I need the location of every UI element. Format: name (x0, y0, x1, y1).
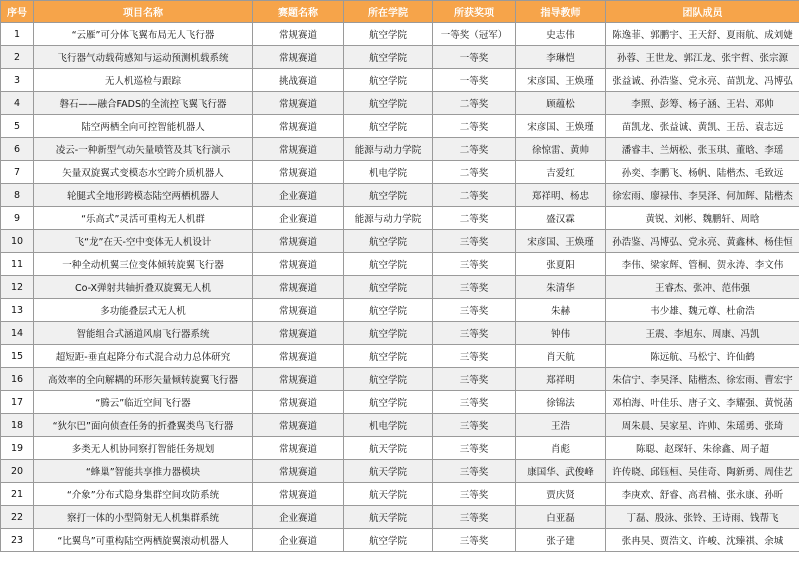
cell-team-members: 丁磊、殷泳、张铃、王诗雨、钱帮飞 (606, 506, 799, 529)
table-row (1, 138, 799, 161)
cell-award: 三等奖 (433, 322, 516, 345)
table-row (1, 437, 799, 460)
cell-award: 二等奖 (433, 161, 516, 184)
cell-index: 9 (1, 207, 34, 230)
cell-college: 航空学院 (344, 345, 433, 368)
cell-award: 二等奖 (433, 92, 516, 115)
cell-advisor: 贾庆贤 (516, 483, 606, 506)
cell-advisor: 肖天航 (516, 345, 606, 368)
cell-advisor: 朱赫 (516, 299, 606, 322)
cell-project-name: 多类无人机协同察打智能任务规划 (34, 437, 253, 460)
cell-track: 常规赛道 (253, 391, 344, 414)
cell-advisor: 张子建 (516, 529, 606, 552)
table-row (1, 506, 799, 529)
cell-award: 三等奖 (433, 368, 516, 391)
table-row (1, 414, 799, 437)
table-row (1, 529, 799, 552)
table-row (1, 368, 799, 391)
cell-track: 企业赛道 (253, 529, 344, 552)
cell-team-members: 邓柏海、叶佳乐、唐子文、李耀强、黄悦菡 (606, 391, 799, 414)
cell-track: 常规赛道 (253, 230, 344, 253)
cell-advisor: 张夏阳 (516, 253, 606, 276)
cell-advisor: 郑祥明 (516, 368, 606, 391)
cell-college: 航空学院 (344, 184, 433, 207)
table-row (1, 391, 799, 414)
cell-team-members: 朱信宁、李昊泽、陆楷杰、徐宏雨、曹宏宇 (606, 368, 799, 391)
cell-college: 航空学院 (344, 23, 433, 46)
cell-index: 11 (1, 253, 34, 276)
table-header (1, 1, 799, 23)
cell-index: 15 (1, 345, 34, 368)
cell-index: 22 (1, 506, 34, 529)
header-index: 序号 (1, 1, 34, 23)
cell-advisor: 李琳恺 (516, 46, 606, 69)
cell-team-members: 张冉昊、贾浩文、许峻、沈臻祺、余城 (606, 529, 799, 552)
cell-team-members: 王睿杰、张冲、范伟强 (606, 276, 799, 299)
cell-award: 二等奖 (433, 184, 516, 207)
table-row (1, 299, 799, 322)
cell-track: 常规赛道 (253, 299, 344, 322)
cell-project-name: 矢量双旋翼式变模态水空跨介质机器人 (34, 161, 253, 184)
cell-college: 机电学院 (344, 161, 433, 184)
cell-track: 常规赛道 (253, 253, 344, 276)
cell-college: 航空学院 (344, 253, 433, 276)
cell-team-members: 陈远航、马松宁、许仙鹤 (606, 345, 799, 368)
cell-college: 能源与动力学院 (344, 138, 433, 161)
cell-track: 挑战赛道 (253, 69, 344, 92)
cell-college: 航空学院 (344, 46, 433, 69)
cell-index: 8 (1, 184, 34, 207)
cell-project-name: 超短距-垂直起降分布式混合动力总体研究 (34, 345, 253, 368)
cell-team-members: 苗凯龙、张益诚、黄凯、王岳、袁志远 (606, 115, 799, 138)
cell-index: 7 (1, 161, 34, 184)
table-body (1, 23, 799, 552)
cell-advisor: 宋彦国、王焕瑾 (516, 69, 606, 92)
cell-team-members: 潘睿丰、兰炳松、张玉琪、董晗、李瑶 (606, 138, 799, 161)
table-row (1, 23, 799, 46)
cell-track: 常规赛道 (253, 115, 344, 138)
cell-index: 3 (1, 69, 34, 92)
cell-project-name: 高效率的全向解耦的环形矢量倾转旋翼飞行器 (34, 368, 253, 391)
cell-project-name: 磐石——融合FADS的全流控飞翼飞行器 (34, 92, 253, 115)
table-row (1, 230, 799, 253)
cell-index: 1 (1, 23, 34, 46)
cell-project-name: “乐高式”灵活可重构无人机群 (34, 207, 253, 230)
table-row (1, 345, 799, 368)
cell-index: 13 (1, 299, 34, 322)
cell-college: 航天学院 (344, 437, 433, 460)
cell-college: 航空学院 (344, 115, 433, 138)
cell-team-members: 徐宏雨、廖禄伟、李昊泽、何加辉、陆楷杰 (606, 184, 799, 207)
cell-track: 常规赛道 (253, 46, 344, 69)
cell-award: 三等奖 (433, 391, 516, 414)
cell-project-name: “狄尔巴”面向侦查任务的折叠翼类鸟飞行器 (34, 414, 253, 437)
table-row (1, 207, 799, 230)
cell-college: 能源与动力学院 (344, 207, 433, 230)
cell-team-members: 陈逸菲、郭鹏宇、王天舒、夏雨航、成刘婕 (606, 23, 799, 46)
cell-advisor: 史志伟 (516, 23, 606, 46)
header-project-name: 项目名称 (34, 1, 253, 23)
cell-project-name: 多功能叠层式无人机 (34, 299, 253, 322)
table-row (1, 322, 799, 345)
cell-team-members: 韦少雄、魏元尊、杜俞浩 (606, 299, 799, 322)
cell-track: 企业赛道 (253, 506, 344, 529)
cell-college: 航空学院 (344, 92, 433, 115)
cell-college: 航空学院 (344, 529, 433, 552)
header-college: 所在学院 (344, 1, 433, 23)
cell-college: 航空学院 (344, 368, 433, 391)
cell-award: 三等奖 (433, 414, 516, 437)
header-row (1, 1, 799, 23)
table-row (1, 161, 799, 184)
table-row (1, 276, 799, 299)
cell-team-members: 孙浩鉴、冯博弘、党永亮、黄鑫林、杨佳恒 (606, 230, 799, 253)
cell-project-name: Co-X弹射共轴折叠双旋翼无人机 (34, 276, 253, 299)
cell-advisor: 郑祥明、杨忠 (516, 184, 606, 207)
cell-index: 14 (1, 322, 34, 345)
cell-track: 常规赛道 (253, 23, 344, 46)
cell-project-name: “蜂巢”智能共享推力器模块 (34, 460, 253, 483)
cell-advisor: 宋彦国、王焕瑾 (516, 230, 606, 253)
cell-index: 17 (1, 391, 34, 414)
cell-track: 常规赛道 (253, 483, 344, 506)
cell-award: 二等奖 (433, 115, 516, 138)
cell-track: 企业赛道 (253, 207, 344, 230)
cell-college: 航空学院 (344, 391, 433, 414)
cell-advisor: 宋彦国、王焕瑾 (516, 115, 606, 138)
cell-award: 三等奖 (433, 299, 516, 322)
cell-team-members: 李伟、梁家辉、管桐、贺永涛、李文伟 (606, 253, 799, 276)
table-row (1, 483, 799, 506)
cell-project-name: 轮腿式全地形跨模态陆空两栖机器人 (34, 184, 253, 207)
cell-project-name: 凌云-一种新型气动矢量喷管及其飞行演示 (34, 138, 253, 161)
cell-project-name: “比翼鸟”可重构陆空两栖旋翼滚动机器人 (34, 529, 253, 552)
cell-team-members: 李照、彭筹、杨子涵、王岩、邓帅 (606, 92, 799, 115)
cell-track: 常规赛道 (253, 161, 344, 184)
cell-college: 机电学院 (344, 414, 433, 437)
cell-advisor: 盛汉霖 (516, 207, 606, 230)
cell-track: 常规赛道 (253, 460, 344, 483)
cell-track: 常规赛道 (253, 322, 344, 345)
table-row (1, 69, 799, 92)
table-row (1, 184, 799, 207)
table-row (1, 460, 799, 483)
cell-project-name: “腾云”临近空间飞行器 (34, 391, 253, 414)
cell-award: 三等奖 (433, 437, 516, 460)
cell-award: 三等奖 (433, 460, 516, 483)
cell-advisor: 顾蕴松 (516, 92, 606, 115)
cell-team-members: 许传晓、邱钰桓、吴佳奇、陶新勇、周佳艺 (606, 460, 799, 483)
cell-track: 企业赛道 (253, 184, 344, 207)
cell-track: 常规赛道 (253, 138, 344, 161)
header-track: 赛题名称 (253, 1, 344, 23)
cell-index: 20 (1, 460, 34, 483)
cell-award: 三等奖 (433, 253, 516, 276)
header-award: 所获奖项 (433, 1, 516, 23)
cell-project-name: 陆空两栖全向可控智能机器人 (34, 115, 253, 138)
cell-index: 19 (1, 437, 34, 460)
cell-project-name: “云雁”可分体飞翼布局无人飞行器 (34, 23, 253, 46)
cell-college: 航天学院 (344, 483, 433, 506)
table-row (1, 46, 799, 69)
cell-advisor: 王浩 (516, 414, 606, 437)
cell-team-members: 孙蓉、王世龙、郭江龙、张宇哲、张宗源 (606, 46, 799, 69)
cell-college: 航空学院 (344, 230, 433, 253)
cell-award: 三等奖 (433, 276, 516, 299)
cell-project-name: 飞“龙”在天-空中变体无人机设计 (34, 230, 253, 253)
cell-index: 12 (1, 276, 34, 299)
cell-team-members: 黄锐、刘彬、魏鹏轩、周晗 (606, 207, 799, 230)
cell-track: 常规赛道 (253, 92, 344, 115)
cell-advisor: 徐惊雷、黄帅 (516, 138, 606, 161)
cell-project-name: 智能组合式涵道风扇飞行器系统 (34, 322, 253, 345)
cell-college: 航天学院 (344, 506, 433, 529)
cell-track: 常规赛道 (253, 345, 344, 368)
cell-index: 16 (1, 368, 34, 391)
header-team-members: 团队成员 (606, 1, 799, 23)
cell-project-name: 察打一体的小型筒射无人机集群系统 (34, 506, 253, 529)
header-advisor: 指导教师 (516, 1, 606, 23)
cell-index: 6 (1, 138, 34, 161)
cell-award: 三等奖 (433, 529, 516, 552)
cell-track: 常规赛道 (253, 437, 344, 460)
cell-project-name: 无人机巡检与跟踪 (34, 69, 253, 92)
cell-advisor: 朱清华 (516, 276, 606, 299)
cell-college: 航天学院 (344, 460, 433, 483)
cell-college: 航空学院 (344, 299, 433, 322)
cell-advisor: 钟伟 (516, 322, 606, 345)
cell-award: 二等奖 (433, 138, 516, 161)
cell-index: 23 (1, 529, 34, 552)
cell-track: 常规赛道 (253, 414, 344, 437)
cell-award: 三等奖 (433, 483, 516, 506)
cell-advisor: 康国华、武俊峰 (516, 460, 606, 483)
cell-index: 10 (1, 230, 34, 253)
cell-advisor: 白亚磊 (516, 506, 606, 529)
cell-advisor: 肖彪 (516, 437, 606, 460)
cell-team-members: 王震、李旭东、周康、冯凯 (606, 322, 799, 345)
cell-index: 21 (1, 483, 34, 506)
cell-award: 三等奖 (433, 230, 516, 253)
cell-team-members: 李庚欢、舒睿、高君楠、张永康、孙昕 (606, 483, 799, 506)
cell-index: 5 (1, 115, 34, 138)
cell-index: 18 (1, 414, 34, 437)
cell-award: 一等奖（冠军） (433, 23, 516, 46)
cell-project-name: 飞行器气动载荷感知与运动预测机载系统 (34, 46, 253, 69)
table-row (1, 253, 799, 276)
cell-advisor: 吉爱红 (516, 161, 606, 184)
cell-index: 2 (1, 46, 34, 69)
cell-track: 常规赛道 (253, 368, 344, 391)
table-row (1, 92, 799, 115)
cell-track: 常规赛道 (253, 276, 344, 299)
cell-award: 三等奖 (433, 506, 516, 529)
cell-team-members: 张益诚、孙浩鉴、党永亮、苗凯龙、冯博弘 (606, 69, 799, 92)
cell-advisor: 徐锦法 (516, 391, 606, 414)
cell-college: 航空学院 (344, 276, 433, 299)
cell-project-name: “介象”分布式隐身集群空间攻防系统 (34, 483, 253, 506)
cell-award: 二等奖 (433, 207, 516, 230)
cell-project-name: 一种全动机翼三位变体倾转旋翼飞行器 (34, 253, 253, 276)
cell-award: 三等奖 (433, 345, 516, 368)
cell-team-members: 孙奕、李鹏飞、杨帆、陆楷杰、毛致远 (606, 161, 799, 184)
cell-index: 4 (1, 92, 34, 115)
cell-team-members: 陈聪、赵琛轩、朱徐鑫、周子超 (606, 437, 799, 460)
cell-team-members: 周朱晨、吴家星、许帅、朱瑶勇、张琦 (606, 414, 799, 437)
cell-award: 一等奖 (433, 46, 516, 69)
cell-college: 航空学院 (344, 69, 433, 92)
cell-college: 航空学院 (344, 322, 433, 345)
table-row (1, 115, 799, 138)
cell-award: 一等奖 (433, 69, 516, 92)
